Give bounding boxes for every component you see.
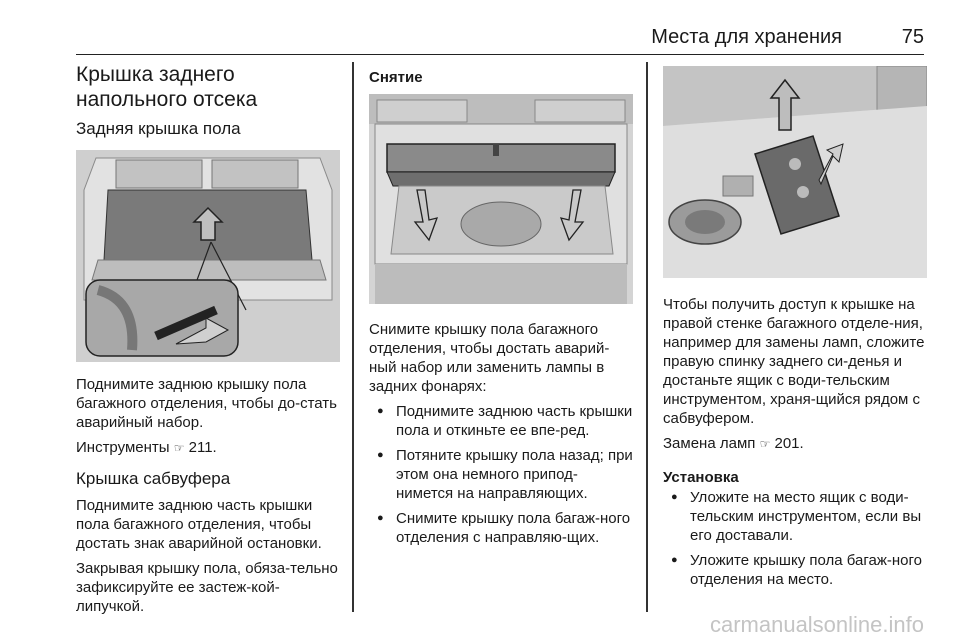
paragraph-lift-rear-cover: Поднимите заднюю крышку пола багажного отделения, чтобы до-стать аварийный набор.	[76, 376, 337, 431]
column-divider	[352, 62, 354, 612]
floor-cover-removal-illustration	[369, 94, 633, 304]
paragraph-velcro-fastener: Закрывая крышку пола, обяза-тельно зафиксируйте ее застеж-кой-липучкой.	[76, 560, 338, 615]
column-left	[76, 62, 340, 616]
tools-label: Инструменты	[76, 439, 170, 456]
column-divider	[646, 62, 648, 612]
tools-page-link[interactable]: 211.	[188, 439, 217, 456]
list-item: ● Уложите крышку пола багаж-ного отделения на место.	[663, 551, 927, 589]
page-reference-icon: ☞	[173, 441, 185, 455]
paragraph-access-right-wall: Чтобы получить доступ к крышке на правой стенке багажного отделе-ния, например для замены ламп, сложите правую спинку заднего си-денья и достаньте ящик с води-тельским инструментом, храня-щийся рядом с сабвуфером.	[663, 296, 925, 427]
section-heading-subwoofer-cover: Крышка сабвуфера	[76, 469, 231, 488]
page-header	[76, 22, 924, 55]
paragraph-lift-subwoofer-cover: Поднимите заднюю часть крышки пола багажного отделения, чтобы достать знак аварийной остановки.	[76, 497, 322, 552]
watermark: carmanualsonline.info	[709, 612, 924, 637]
page-reference-icon: ☞	[759, 437, 771, 451]
list-item: ● Потяните крышку пола назад; при этом она немного припод-нимется на направляющих.	[369, 446, 633, 503]
column-middle	[369, 62, 633, 547]
tool-box-access-illustration	[663, 66, 927, 278]
paragraph-remove-floor-cover: Снимите крышку пола багажного отделения, чтобы достать аварий-ный набор или заменить лампы в задних фонарях:	[369, 321, 610, 395]
installation-steps-list	[663, 488, 927, 589]
section-heading-rear-floor-cover: Задняя крышка пола	[76, 119, 241, 138]
article-title: Крышка заднего напольного отсека	[76, 63, 258, 111]
section-title: Места для хранения	[651, 26, 842, 48]
list-item: ● Поднимите заднюю часть крышки пола и откиньте ее впе-ред.	[369, 402, 633, 440]
section-heading-installation: Установка	[663, 469, 739, 486]
list-item: ● Уложите на место ящик с води-тельским инструментом, если вы его доставали.	[663, 488, 927, 545]
lamp-replacement-reference	[663, 434, 927, 454]
lamp-replacement-label: Замена ламп	[663, 435, 756, 452]
rear-floor-cover-illustration	[76, 150, 340, 362]
tools-reference	[76, 438, 340, 458]
section-heading-removal: Снятие	[369, 69, 423, 86]
list-item: ● Снимите крышку пола багаж-ного отделения с направляю-щих.	[369, 509, 633, 547]
removal-steps-list	[369, 402, 633, 547]
column-right	[663, 62, 927, 589]
page-number: 75	[901, 26, 924, 48]
lamp-page-link[interactable]: 201.	[774, 435, 804, 452]
